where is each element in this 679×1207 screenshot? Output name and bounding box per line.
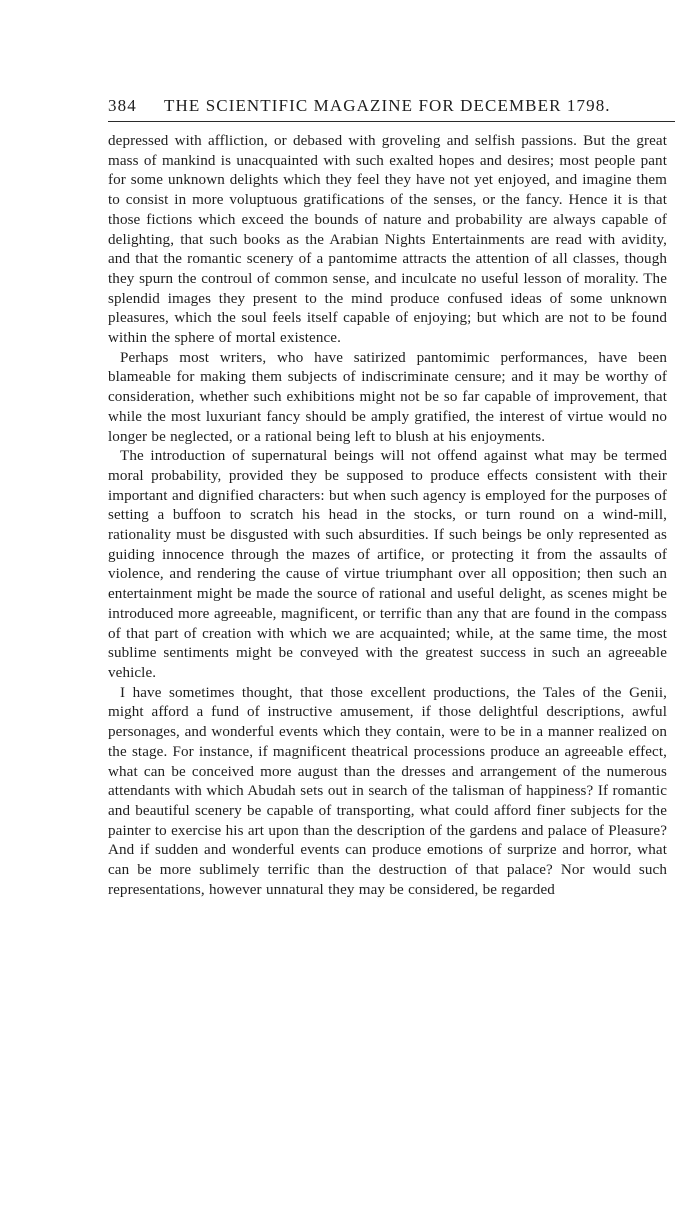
journal-title: THE SCIENTIFIC MAGAZINE FOR DECEMBER 1798. [164, 96, 611, 115]
book-page [108, 92, 667, 900]
paragraph-continued: depressed with affliction, or debased with groveling and selfish passions. But the great mass of mankind is unacquainted with such exalted hopes and desires; most people pant for some unknown delights which they feel they have not yet enjoyed, and imagine them to consist in more voluptuous gratifications of the senses, or the fancy. Hence it is that those fictions which exceed the bounds of nature and probability are always capable of delighting, that such books as the Arabian Nights Entertainments are read with avidity, and that the romantic scenery of a pantomime attracts the attention of all classes, though they spurn the controul of common sense, and inculcate no useful lesson of morality. The splendid images they present to the mind produce confused ideas of some unknown pleasures, which the soul feels itself capable of enjoying; but which are not to be found within the sphere of mortal existence. [108, 133, 667, 347]
header-rule [108, 121, 675, 122]
paragraph-tales-of-genii: I have sometimes thought, that those excellent productions, the Tales of the Genii, might afford a fund of instructive amusement, if those delightful descriptions, awful personages, and wonderful events which they contain, were to be in a manner realized on the stage. For instance, if magnificent theatrical processions produce an agreeable effect, what can be conceived more august than the dresses and arrangement of the numerous attendants with which Abudah sets out in search of the talisman of happiness? If romantic and beautiful scenery be capable of transporting, what could afford finer subjects for the painter to exercise his art upon than the description of the gardens and palace of Pleasure? And if sudden and wonderful events can produce emotions of surprize and horror, what can be more sublimely terrific than the destruction of that palace? Nor would such representations, however unnatural they may be considered, be regarded [108, 684, 667, 898]
paragraph-pantomime: Perhaps most writers, who have satirized pantomimic performances, have been blameable for making them subjects of indiscriminate censure; and it may be worthy of consideration, whether such exhibitions might not be so far capable of improvement, that while the most luxuriant fancy should be amply gratified, the interest of virtue would no longer be neglected, or a rational being left to blush at his enjoyments. [108, 349, 667, 445]
article-body [108, 132, 667, 900]
paragraph-supernatural: The introduction of supernatural beings will not offend against what may be termed moral probability, provided they be supposed to produce effects consistent with their important and dignified characters: but when such agency is employed for the purposes of setting a buffoon to scratch his head in the stocks, or turn round on a wind-mill, rationality must be disgusted with such absurdities. If such beings be only represented as guiding innocence through the mazes of artifice, or protecting it from the assaults of violence, and rendering the cause of virtue triumphant over all opposition; then such an entertainment might be made the source of rational and useful delight, as scenes might be introduced more agreeable, magnificent, or terrific than any that are found in the compass of that part of creation with which we are acquainted; while, at the same time, the most sublime sentiments might be conveyed with the greatest success in such an agreeable vehicle. [108, 448, 667, 681]
page-number: 384 [108, 96, 137, 115]
running-head [108, 92, 667, 122]
